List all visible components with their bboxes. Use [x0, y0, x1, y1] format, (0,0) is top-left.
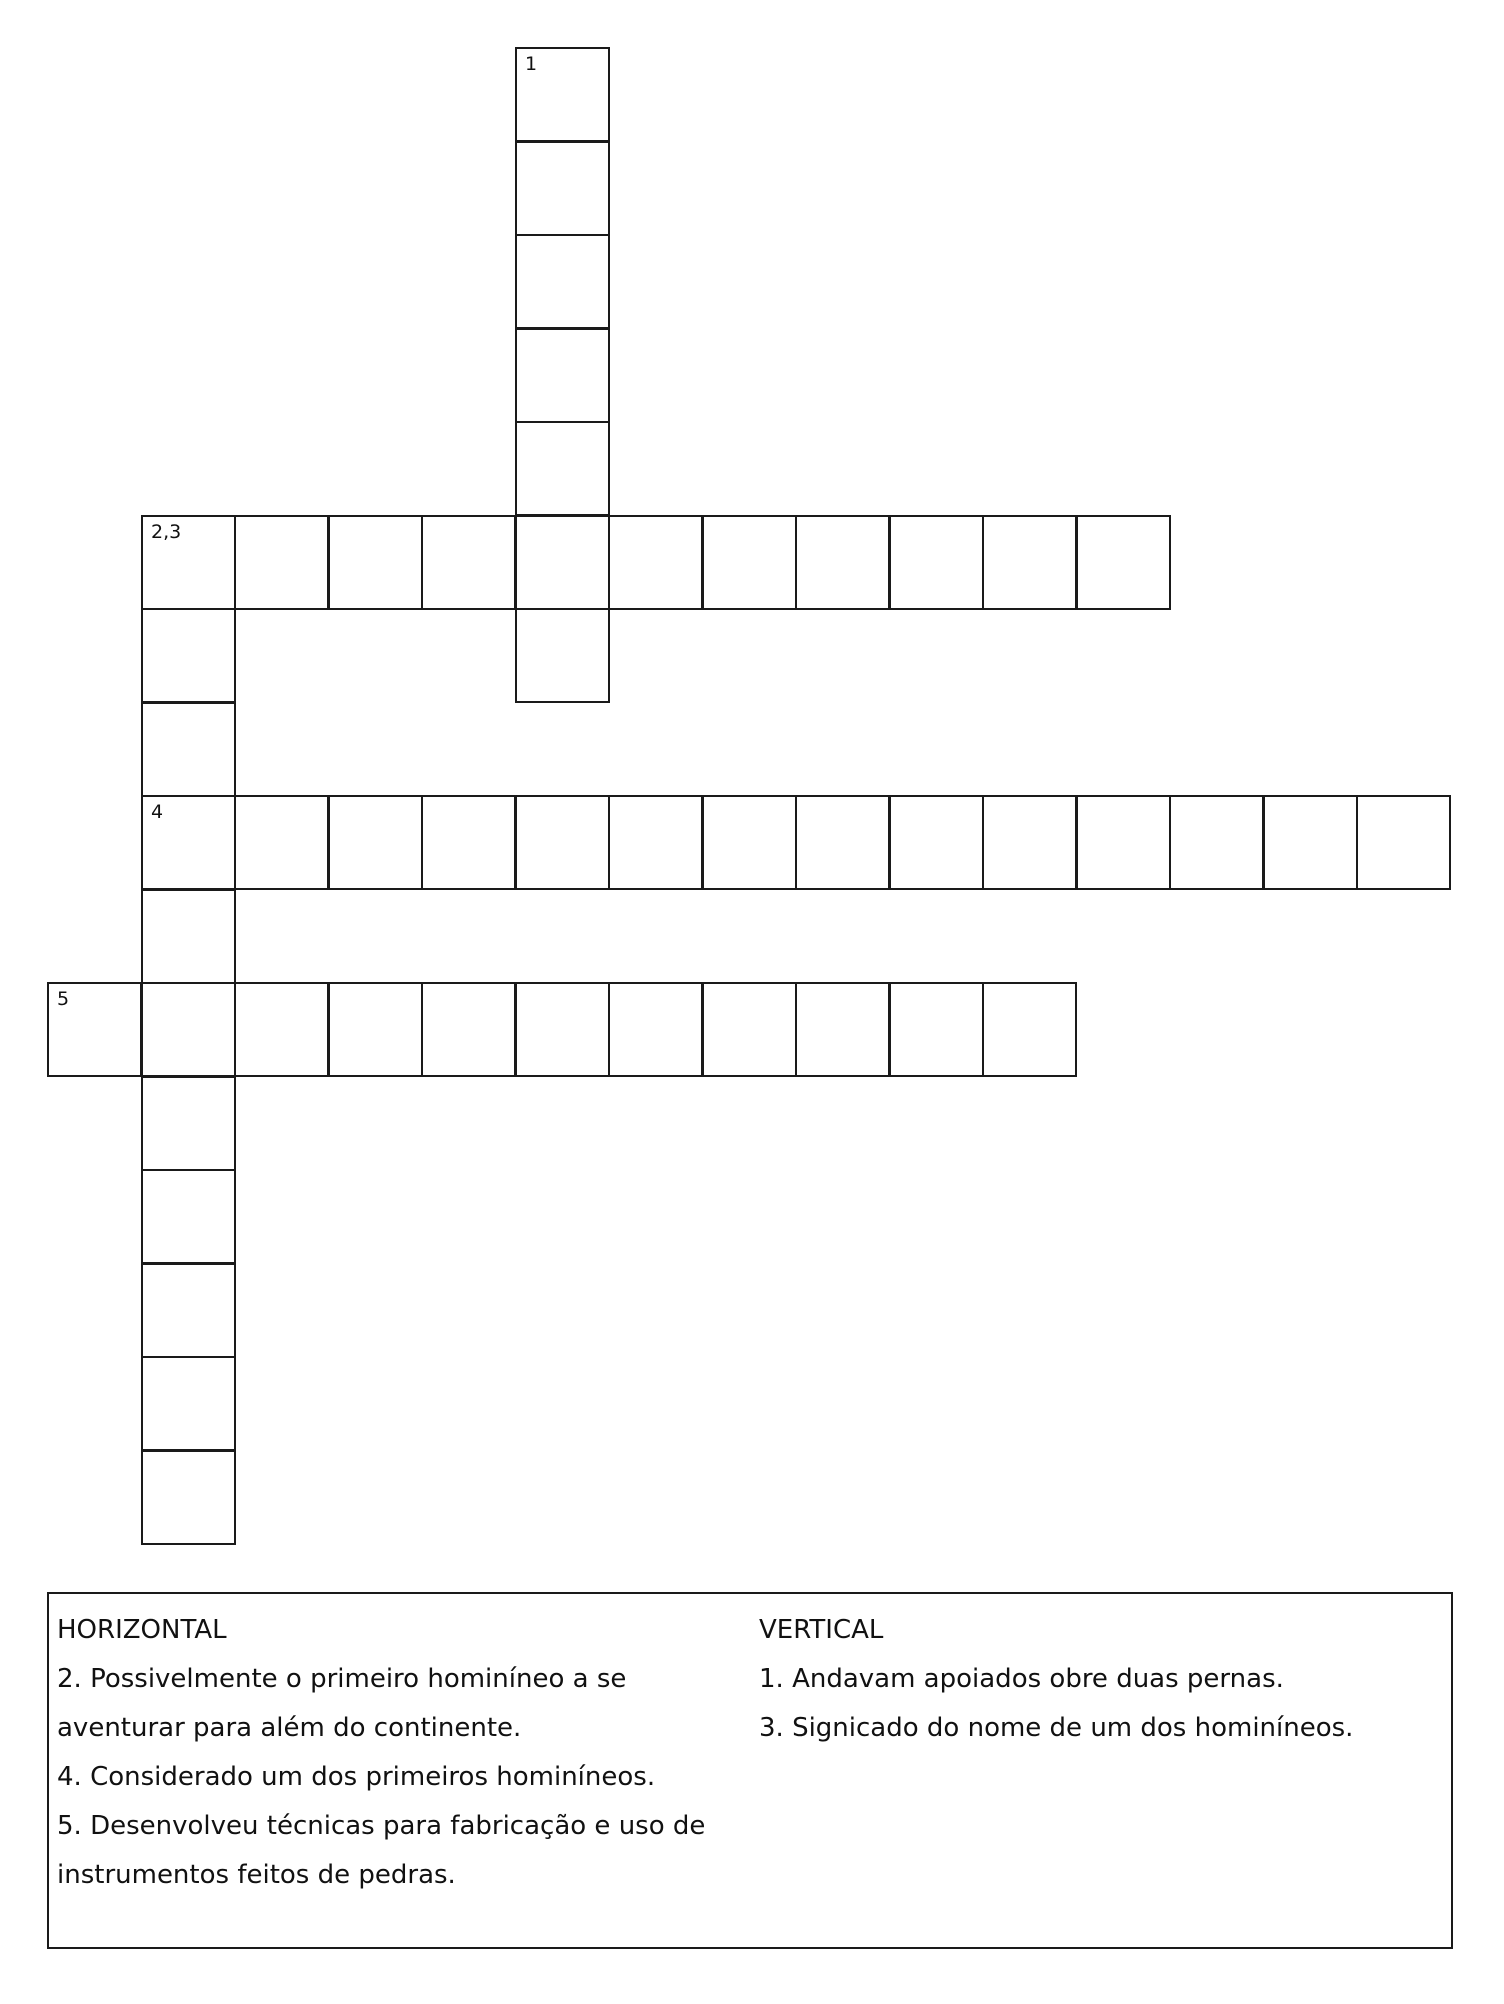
crossword-cell[interactable] [515, 795, 610, 890]
crossword-cell[interactable] [1356, 795, 1451, 890]
horizontal-clue-line: 5. Desenvolveu técnicas para fabricação e uso de [57, 1811, 706, 1841]
crossword-cell[interactable] [141, 702, 236, 797]
crossword-cell[interactable] [515, 47, 610, 142]
crossword-cell[interactable] [1076, 795, 1171, 890]
crossword-cell[interactable] [328, 515, 423, 610]
crossword-cell[interactable] [234, 515, 329, 610]
crossword-cell[interactable] [515, 234, 610, 329]
crossword-cell[interactable] [608, 795, 703, 890]
crossword-cell[interactable] [234, 795, 329, 890]
cell-number: 5 [57, 988, 70, 1010]
crossword-cell[interactable] [608, 982, 703, 1077]
horizontal-clue-line: instrumentos feitos de pedras. [57, 1860, 456, 1890]
crossword-cell[interactable] [702, 795, 797, 890]
crossword-cell[interactable] [982, 795, 1077, 890]
crossword-cell[interactable] [515, 421, 610, 516]
crossword-cell[interactable] [795, 515, 890, 610]
horizontal-clue-line: 4. Considerado um dos primeiros hominíneos. [57, 1762, 656, 1792]
crossword-cell[interactable] [328, 795, 423, 890]
cell-number: 4 [151, 801, 164, 823]
vertical-clue-line: 1. Andavam apoiados obre duas pernas. [759, 1664, 1284, 1694]
crossword-cell[interactable] [421, 795, 516, 890]
crossword-cell[interactable] [515, 328, 610, 423]
clue-box [47, 1592, 1453, 1949]
crossword-cell[interactable] [141, 1169, 236, 1264]
crossword-cell[interactable] [1169, 795, 1264, 890]
crossword-cell[interactable] [328, 982, 423, 1077]
crossword-cell[interactable] [141, 608, 236, 703]
crossword-cell[interactable] [421, 982, 516, 1077]
crossword-cell[interactable] [515, 608, 610, 703]
crossword-cell[interactable] [515, 982, 610, 1077]
crossword-cell[interactable] [234, 982, 329, 1077]
crossword-cell[interactable] [982, 515, 1077, 610]
crossword-cell[interactable] [141, 982, 236, 1077]
crossword-cell[interactable] [795, 982, 890, 1077]
crossword-cell[interactable] [795, 795, 890, 890]
horizontal-clue-line: aventurar para além do continente. [57, 1713, 522, 1743]
crossword-cell[interactable] [515, 141, 610, 236]
crossword-cell[interactable] [141, 795, 236, 890]
horizontal-clue-line: 2. Possivelmente o primeiro hominíneo a se [57, 1664, 627, 1694]
crossword-cell[interactable] [47, 982, 142, 1077]
crossword-cell[interactable] [421, 515, 516, 610]
crossword-cell[interactable] [1076, 515, 1171, 610]
crossword-cell[interactable] [141, 1076, 236, 1171]
crossword-cell[interactable] [889, 515, 984, 610]
crossword-cell[interactable] [702, 515, 797, 610]
crossword-cell[interactable] [702, 982, 797, 1077]
crossword-cell[interactable] [141, 515, 236, 610]
crossword-cell[interactable] [141, 889, 236, 984]
vertical-clue-line: 3. Signicado do nome de um dos hominíneos. [759, 1713, 1354, 1743]
horizontal-heading: HORIZONTAL [57, 1615, 227, 1645]
crossword-cell[interactable] [982, 982, 1077, 1077]
vertical-clues [759, 1606, 1439, 1753]
crossword-cell[interactable] [141, 1263, 236, 1358]
cell-number: 2,3 [151, 521, 182, 543]
crossword-cell[interactable] [1263, 795, 1358, 890]
crossword-cell[interactable] [141, 1356, 236, 1451]
crossword-cell[interactable] [141, 1450, 236, 1545]
crossword-cell[interactable] [515, 515, 610, 610]
cell-number: 1 [525, 53, 538, 75]
crossword-cell[interactable] [608, 515, 703, 610]
crossword-cell[interactable] [889, 795, 984, 890]
vertical-heading: VERTICAL [759, 1615, 884, 1645]
horizontal-clues [57, 1606, 737, 1900]
crossword-cell[interactable] [889, 982, 984, 1077]
